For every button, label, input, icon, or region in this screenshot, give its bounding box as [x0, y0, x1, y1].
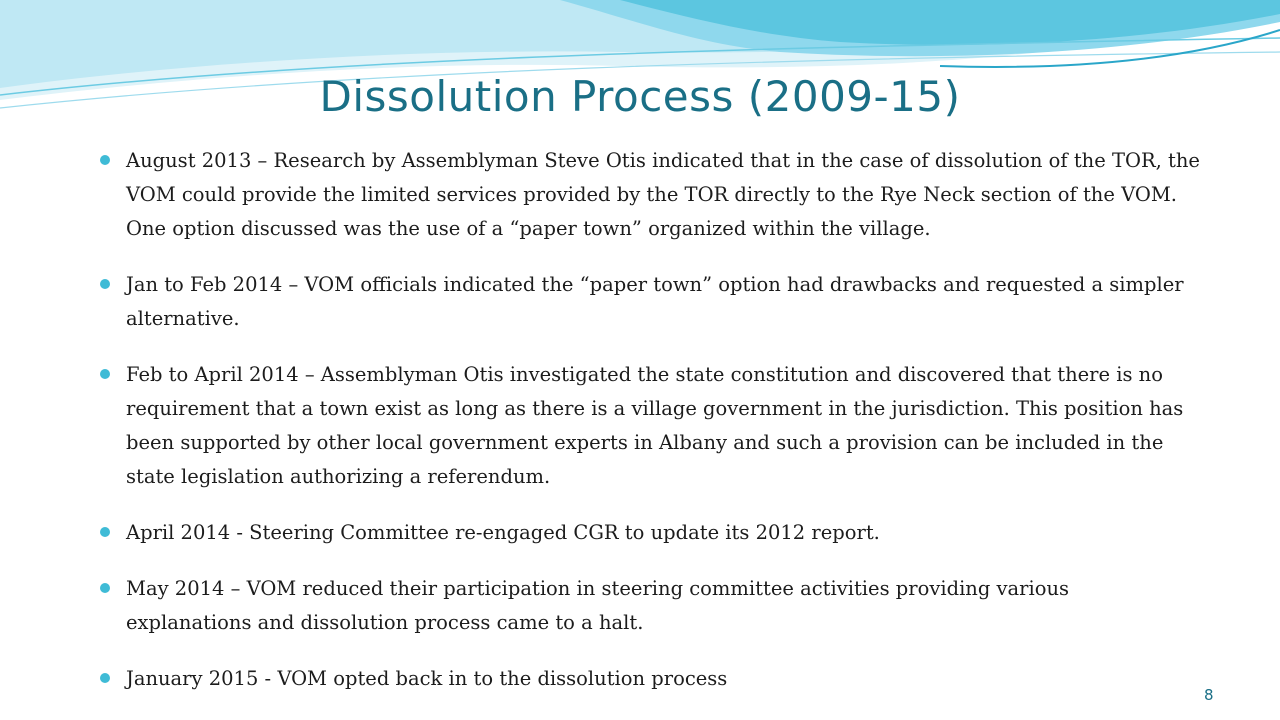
list-item [100, 662, 1200, 696]
bullet-text: April 2014 - Steering Committee re-engaged CGR to update its 2012 report. [126, 521, 880, 544]
list-item [100, 268, 1200, 336]
slide-title: Dissolution Process (2009-15) [319, 72, 961, 121]
bullet-text: May 2014 – VOM reduced their participation in steering committee activities providing various explanations and dissolution process came to a halt. [126, 577, 1070, 634]
bullet-icon [100, 527, 110, 537]
list-item [100, 358, 1200, 494]
page-number: 8 [1204, 686, 1214, 704]
bullet-text: January 2015 - VOM opted back in to the dissolution process [126, 667, 728, 690]
bullet-icon [100, 369, 110, 379]
bullet-icon [100, 279, 110, 289]
bullet-icon [100, 155, 110, 165]
list-item [100, 516, 1200, 550]
bullet-icon [100, 673, 110, 683]
bullet-text: August 2013 – Research by Assemblyman Steve Otis indicated that in the case of dissolution of the TOR, the VOM could provide the limited services provided by the TOR directly to the Rye Neck section of the VOM. One option discussed was the use of a “paper town” organized within the village. [126, 149, 1200, 240]
list-item [100, 144, 1200, 246]
list-item [100, 572, 1200, 640]
bullet-list [100, 144, 1200, 718]
bullet-text: Jan to Feb 2014 – VOM officials indicated the “paper town” option had drawbacks and requested a simpler alternative. [126, 273, 1184, 330]
bullet-text: Feb to April 2014 – Assemblyman Otis investigated the state constitution and discovered that there is no requirement that a town exist as long as there is a village government in the jurisdiction. This position has been supported by other local government experts in Albany and such a provision can be included in the state legislation authorizing a referendum. [126, 363, 1184, 488]
bullet-icon [100, 583, 110, 593]
